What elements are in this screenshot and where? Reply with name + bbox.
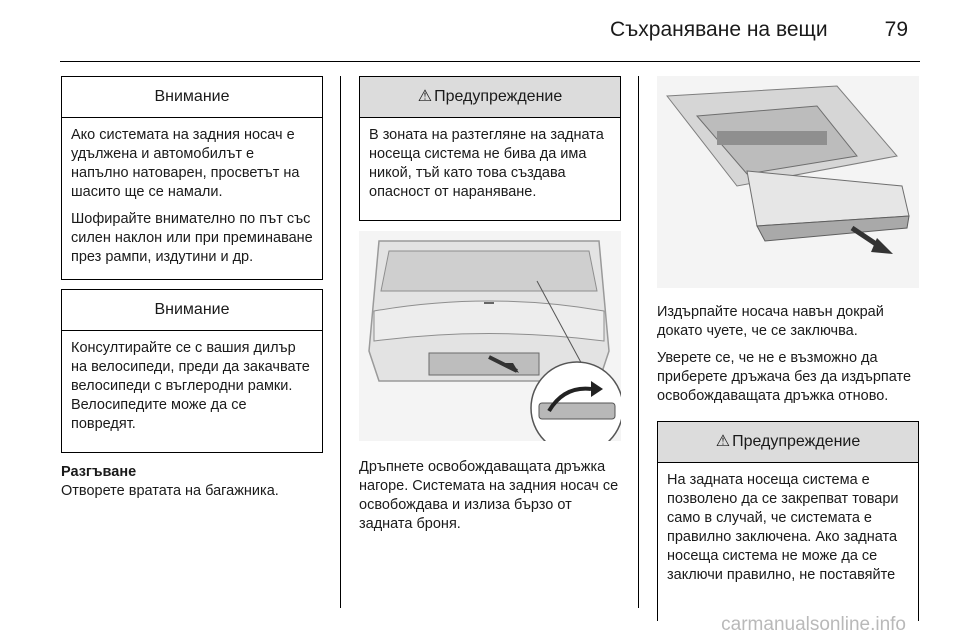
warning-text-2: На задната носеща система е позволено да се закрепват товари само в случай, че системата е правилно заключена. Ако задната носеща система не може да се заключи правилно, не поставяйте xyxy=(667,472,899,583)
unfold-text: Отворете вратата на багажника. xyxy=(61,483,279,499)
warning-icon: ⚠ xyxy=(715,433,731,450)
caution-box-1 xyxy=(61,76,323,280)
caution-text-2: Консултирайте се с вашия дилър на велосипеди, преди да закачвате велосипеди с въглеродни рамки. Велосипедите може да се повредят. xyxy=(71,340,310,432)
col3-instructions xyxy=(657,303,919,414)
figure-caption-1: Дръпнете освобождаващата дръжка нагоре. Системата на задния носач се освобождава и излиза бързо от задната броня. xyxy=(359,459,619,532)
col3-para-1: Издърпайте носача навън докрай докато чуете, че се заключва. xyxy=(657,304,884,339)
caution-text-1b: Шофирайте внимателно по път със силен наклон или при преминаване през рампи, издутини и др. xyxy=(71,211,313,265)
caution-title-1: Внимание xyxy=(62,77,322,118)
warning-text-1: В зоната на разтегляне на задната носеща система не бива да има никой, тъй като това създава опасност от нараняване. xyxy=(369,127,604,200)
caution-title-2: Внимание xyxy=(62,290,322,331)
unfold-section xyxy=(61,463,323,501)
warning-title-2: Предупреждение xyxy=(732,433,861,450)
page-title: Съхраняване на вещи xyxy=(610,18,828,41)
unfold-heading: Разгъване xyxy=(61,464,137,480)
warning-header-2 xyxy=(658,422,918,463)
warning-icon: ⚠ xyxy=(417,88,433,105)
column-divider-2 xyxy=(638,76,639,608)
warning-box-2 xyxy=(657,421,919,621)
warning-box-1 xyxy=(359,76,621,221)
warning-title-1: Предупреждение xyxy=(434,88,563,105)
column-divider-1 xyxy=(340,76,341,608)
page-number: 79 xyxy=(884,18,908,41)
col3-para-2: Уверете се, че не е възможно да приберете дръжача без да издърпате освобождаващата дръжка отново. xyxy=(657,350,912,404)
header-divider xyxy=(60,61,920,62)
rear-carrier-pullout-illustration xyxy=(657,76,919,288)
rear-bumper-handle-illustration xyxy=(359,231,621,441)
watermark: carmanualsonline.info xyxy=(721,614,906,635)
caution-box-2 xyxy=(61,289,323,453)
warning-header-1 xyxy=(360,77,620,118)
caution-text-1a: Ако системата на задния носач е удължена и автомобилът е напълно натоварен, просветът на шасито ще се намали. xyxy=(71,127,300,200)
